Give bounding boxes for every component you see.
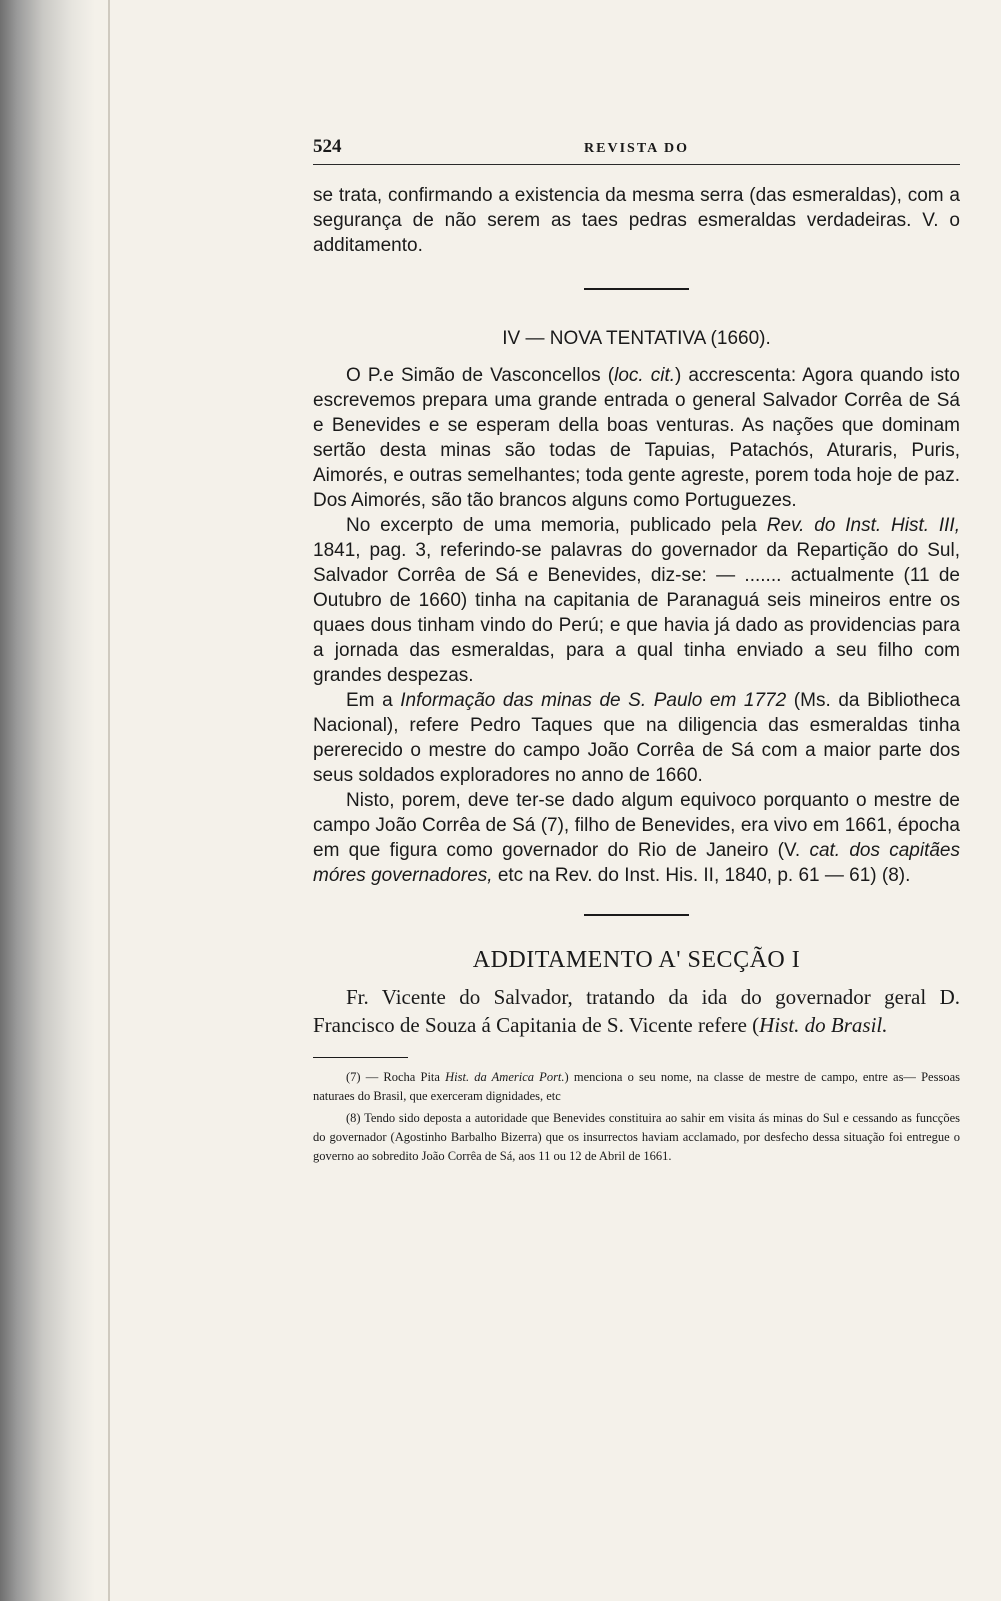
additamento-text: Fr. Vicente do Salvador, tratando da ida do governador geral D. Francisco de Souza á Capitania de S. Vicente refere ( xyxy=(313,985,960,1037)
running-header xyxy=(313,128,960,165)
paragraph-4 xyxy=(313,788,960,888)
footnotes xyxy=(313,1068,960,1166)
page-gutter-line xyxy=(108,0,110,1601)
paragraph-1 xyxy=(313,363,960,513)
p1-text-a: O P.e Simão de Vasconcellos ( xyxy=(346,365,615,386)
book-binding-shadow xyxy=(0,0,95,1601)
paragraph-2 xyxy=(313,513,960,688)
p2-text-a: No excerpto de uma memoria, publicado pela xyxy=(346,515,767,536)
footnote-7 xyxy=(313,1068,960,1106)
page xyxy=(313,128,960,1169)
p4-text-a: Nisto, porem, deve ter-se dado algum equivoco porquanto o mestre de campo João Corrêa de Sá (7), filho de Benevides, era vivo em 1661, épocha em que figura como governador do Rio de Janeiro (V. xyxy=(313,790,960,861)
p2-reference: Rev. do Inst. Hist. III, xyxy=(766,515,960,536)
additamento-heading: ADDITAMENTO A' SECÇÃO I xyxy=(472,947,801,973)
footnote-rule xyxy=(313,1057,408,1058)
p3-text-a: Em a xyxy=(346,690,401,711)
section-divider xyxy=(584,288,689,290)
paragraph-3 xyxy=(313,688,960,788)
additamento-reference: Hist. do Brasil. xyxy=(759,1013,888,1037)
footnote-8: (8) Tendo sido deposta a autoridade que Benevides constituira ao sahir em visita ás minas do Sul e cessando as funcções do governador (Agostinho Barbalho Bizerra) que os insurrectos haviam acclamado, por desfecho dessa situação foi entregue o governo ao sobredito João Corrêa de Sá, aos 11 ou 12 de Abril de 1661. xyxy=(313,1111,960,1163)
p1-reference: loc. cit. xyxy=(614,365,676,386)
p3-text-b: (Ms. da Bibliotheca Nacional), refere Pedro Taques que na diligencia das esmeraldas tinha pererecido o mestre do campo João Corrêa de Sá com a maior parte dos seus soldados exploradores no anno de 1660. xyxy=(313,690,961,786)
journal-title: REVISTA DO xyxy=(584,141,689,156)
p4-reference: cat. dos capitães móres governadores, xyxy=(313,840,961,886)
body-text xyxy=(313,183,960,1166)
continuation-paragraph: se trata, confirmando a existencia da mesma serra (das esmeraldas), com a segurança de não serem as taes pedras esmeraldas verdadeiras. V. o additamento. xyxy=(313,185,960,256)
fn7-reference: Hist. da America Port. xyxy=(445,1070,565,1084)
p2-text-b: 1841, pag. 3, referindo-se palavras do governador da Repartição do Sul, Salvador Corrêa de Sá e Benevides, diz-se: — ....... actualmente (11 de Outubro de 1660) tinha na capitania de Paranaguá seis mineiros entre os quaes dous tinham vindo do Perú; e que havia já dado as providencias para a jornada das esmeraldas, para a qual tinha enviado a seu filho com grandes despezas. xyxy=(313,540,960,686)
additamento-paragraph xyxy=(313,983,960,1039)
fn7-text-a: (7) — Rocha Pita xyxy=(346,1070,446,1084)
p3-reference: Informação das minas de S. Paulo em 1772 xyxy=(400,690,787,711)
p4-text-b: etc na Rev. do Inst. His. II, 1840, p. 61 — 61) (8). xyxy=(492,865,911,886)
p1-text-b: ) accrescenta: Agora quando isto escrevemos prepara uma grande entrada o general Salvador Corrêa de Sá e Benevides e se esperam della boas venturas. As nações que dominam sertão desta minas são todas de Tapuias, Patachós, Aturaris, Puris, Aimorés, e outras semelhantes; toda gente agreste, porem toda hoje de paz. Dos Aimorés, são tão brancos alguns como Portuguezes. xyxy=(313,365,960,511)
section-divider-2 xyxy=(584,914,689,916)
section-heading: IV — NOVA TENTATIVA (1660). xyxy=(502,328,771,349)
fn7-text-b: ) menciona o seu nome, na classe de mestre de campo, entre as— Pessoas naturaes do Brasil, que exerceram dignidades, etc xyxy=(313,1070,960,1103)
page-number: 524 xyxy=(313,136,342,157)
